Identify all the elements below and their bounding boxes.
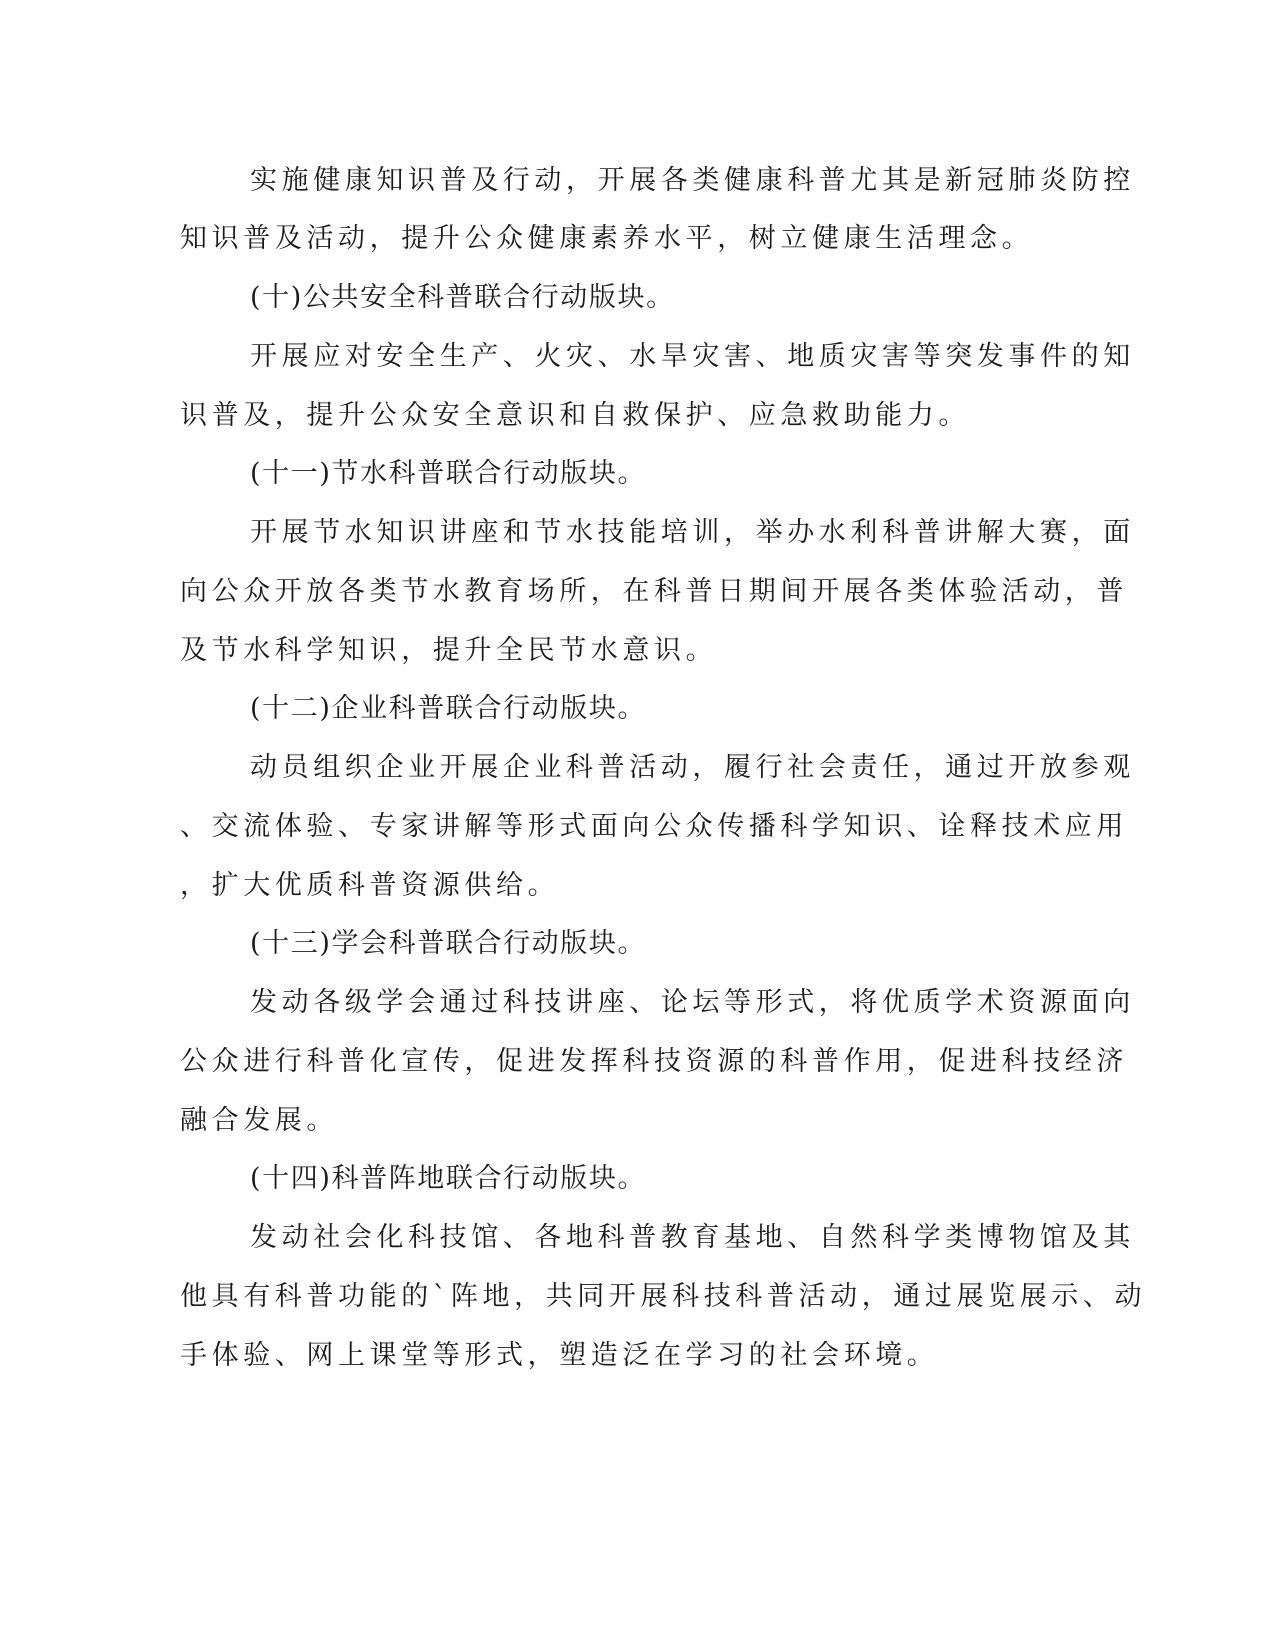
paragraph-line: 、交流体验、专家讲解等形式面向公众传播科学知识、诠释技术应用 (180, 811, 1128, 842)
paragraph-line: 开展应对安全生产、火灾、水旱灾害、地质灾害等突发事件的知 (250, 341, 1135, 372)
paragraph-line: 向公众开放各类节水教育场所，在科普日期间开展各类体验活动，普 (180, 576, 1128, 607)
paragraph-line: 融合发展。 (180, 1105, 338, 1136)
paragraph-line: 开展节水知识讲座和节水技能培训，举办水利科普讲解大赛，面 (250, 517, 1135, 548)
paragraph-line: 他具有科普功能的`阵地，共同开展科技科普活动，通过展览展示、动 (180, 1281, 1147, 1312)
paragraph-line: 实施健康知识普及行动，开展各类健康科普尤其是新冠肺炎防控 (250, 165, 1135, 196)
section-heading-13: (十三)学会科普联合行动版块。 (250, 928, 647, 959)
paragraph-line: 公众进行科普化宣传，促进发挥科技资源的科普作用，促进科技经济 (180, 1046, 1128, 1077)
paragraph-line: 发动社会化科技馆、各地科普教育基地、自然科学类博物馆及其 (250, 1222, 1135, 1253)
section-heading-10: (十)公共安全科普联合行动版块。 (250, 282, 675, 313)
paragraph-line: 识普及，提升公众安全意识和自救保护、应急救助能力。 (180, 400, 970, 431)
paragraph-line: 及节水科学知识，提升全民节水意识。 (180, 635, 718, 666)
paragraph-line: 知识普及活动，提升公众健康素养水平，树立健康生活理念。 (180, 223, 1034, 254)
section-heading-11: (十一)节水科普联合行动版块。 (250, 458, 647, 489)
section-heading-14: (十四)科普阵地联合行动版块。 (250, 1163, 647, 1194)
paragraph-line: 发动各级学会通过科技讲座、论坛等形式，将优质学术资源面向 (250, 987, 1135, 1018)
section-heading-12: (十二)企业科普联合行动版块。 (250, 693, 647, 724)
paragraph-line: 动员组织企业开展企业科普活动，履行社会责任，通过开放参观 (250, 752, 1135, 783)
paragraph-line: 手体验、网上课堂等形式，塑造泛在学习的社会环境。 (180, 1340, 939, 1371)
paragraph-line: ，扩大优质科普资源供给。 (180, 870, 560, 901)
